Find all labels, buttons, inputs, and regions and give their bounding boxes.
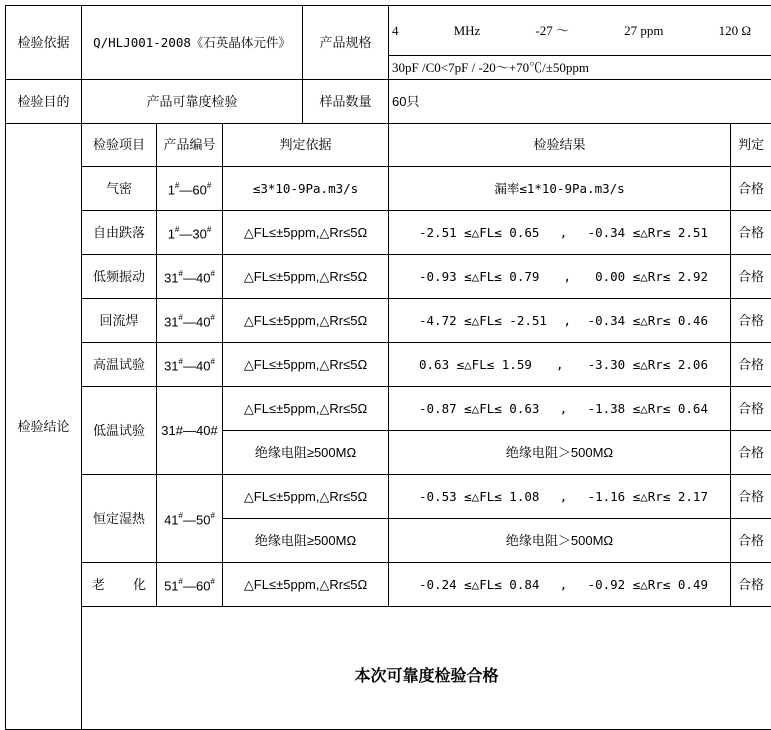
item-cell: 气密: [82, 167, 157, 211]
spec-unit: MHz: [454, 23, 481, 39]
spec-value-line2: 30pF /C0<7pF / -20～+70℃/±50ppm: [389, 56, 771, 80]
number-cell: 41#—50#: [157, 475, 223, 563]
purpose-value: 产品可靠度检验: [82, 80, 303, 124]
table-row: [6, 343, 771, 387]
basis-cell: △FL≤±5ppm,△Rr≤5Ω: [223, 255, 389, 299]
report-table: [5, 5, 771, 730]
item-cell: 低频振动: [82, 255, 157, 299]
judge-cell: 合格: [731, 343, 771, 387]
basis-cell: 绝缘电阻≥500MΩ: [223, 431, 389, 475]
item-cell: 老 化: [82, 563, 157, 607]
basis-cell: 绝缘电阻≥500MΩ: [223, 519, 389, 563]
conclusion-text: 本次可靠度检验合格: [82, 607, 771, 730]
result-cell: -0.24 ≤△FL≤ 0.84 , -0.92 ≤△Rr≤ 0.49: [389, 563, 731, 607]
table-row: [6, 167, 771, 211]
table-row: [6, 255, 771, 299]
spec-value-line1: [389, 6, 771, 56]
conclusion-row: [6, 607, 771, 730]
item-cell: 低温试验: [82, 387, 157, 475]
purpose-label: 检验目的: [6, 80, 82, 124]
basis-cell: △FL≤±5ppm,△Rr≤5Ω: [223, 387, 389, 431]
result-cell: -0.93 ≤△FL≤ 0.79 , 0.00 ≤△Rr≤ 2.92: [389, 255, 731, 299]
judge-cell: 合格: [731, 563, 771, 607]
table-row: [6, 211, 771, 255]
col-item-header: 检验项目: [82, 124, 157, 167]
table-row: [6, 563, 771, 607]
table-row: [6, 475, 771, 519]
col-judge-header: 判定: [731, 124, 771, 167]
basis-cell: △FL≤±5ppm,△Rr≤5Ω: [223, 475, 389, 519]
quantity-value: 60只: [389, 80, 771, 124]
column-header-row: [6, 124, 771, 167]
table-row: [6, 299, 771, 343]
number-cell: 31#—40#: [157, 255, 223, 299]
item-cell: 自由跌落: [82, 211, 157, 255]
judge-cell: 合格: [731, 475, 771, 519]
judge-cell: 合格: [731, 167, 771, 211]
judge-cell: 合格: [731, 387, 771, 431]
judge-cell: 合格: [731, 211, 771, 255]
col-number-header: 产品编号: [157, 124, 223, 167]
result-cell: -0.53 ≤△FL≤ 1.08 , -1.16 ≤△Rr≤ 2.17: [389, 475, 731, 519]
result-cell: 漏率≤1*10-9Pa.m3/s: [389, 167, 731, 211]
basis-value: Q/HLJ001-2008《石英晶体元件》: [82, 6, 303, 80]
spec-temp-high: 27 ppm: [624, 23, 663, 39]
basis-row: [6, 6, 771, 56]
item-cell: 恒定湿热: [82, 475, 157, 563]
result-cell: 0.63 ≤△FL≤ 1.59 , -3.30 ≤△Rr≤ 2.06: [389, 343, 731, 387]
judge-cell: 合格: [731, 431, 771, 475]
result-cell: -0.87 ≤△FL≤ 0.63 , -1.38 ≤△Rr≤ 0.64: [389, 387, 731, 431]
number-cell: 31#—40#: [157, 387, 223, 475]
col-basis-header: 判定依据: [223, 124, 389, 167]
spec-resistance: 120 Ω: [719, 23, 751, 39]
section-label: 检验结论: [6, 124, 82, 730]
item-cell: 高温试验: [82, 343, 157, 387]
judge-cell: 合格: [731, 519, 771, 563]
basis-cell: △FL≤±5ppm,△Rr≤5Ω: [223, 299, 389, 343]
number-cell: 51#—60#: [157, 563, 223, 607]
result-cell: 绝缘电阻＞500MΩ: [389, 431, 731, 475]
basis-cell: ≤3*10-9Pa.m3/s: [223, 167, 389, 211]
col-result-header: 检验结果: [389, 124, 731, 167]
judge-cell: 合格: [731, 255, 771, 299]
result-cell: -2.51 ≤△FL≤ 0.65 , -0.34 ≤△Rr≤ 2.51: [389, 211, 731, 255]
quantity-label: 样品数量: [303, 80, 389, 124]
spec-temp-low: -27 ～: [535, 23, 569, 39]
basis-label: 检验依据: [6, 6, 82, 80]
judge-cell: 合格: [731, 299, 771, 343]
number-cell: 1#—60#: [157, 167, 223, 211]
number-cell: 1#—30#: [157, 211, 223, 255]
item-cell: 回流焊: [82, 299, 157, 343]
basis-cell: △FL≤±5ppm,△Rr≤5Ω: [223, 563, 389, 607]
number-cell: 31#—40#: [157, 299, 223, 343]
number-cell: 31#—40#: [157, 343, 223, 387]
inspection-report: [5, 5, 771, 730]
result-cell: -4.72 ≤△FL≤ -2.51 , -0.34 ≤△Rr≤ 0.46: [389, 299, 731, 343]
spec-label: 产品规格: [303, 6, 389, 80]
basis-cell: △FL≤±5ppm,△Rr≤5Ω: [223, 343, 389, 387]
result-cell: 绝缘电阻＞500MΩ: [389, 519, 731, 563]
basis-cell: △FL≤±5ppm,△Rr≤5Ω: [223, 211, 389, 255]
purpose-row: [6, 80, 771, 124]
spec-frequency: 4: [392, 23, 399, 39]
table-row: [6, 387, 771, 431]
